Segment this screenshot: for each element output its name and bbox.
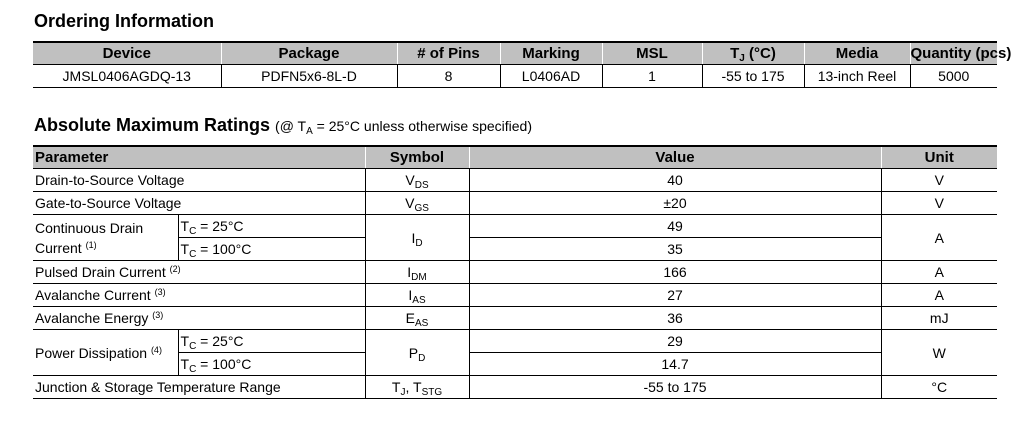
col-pins: # of Pins xyxy=(397,42,500,65)
cell-qty: 5000 xyxy=(910,65,997,88)
table-row xyxy=(33,169,997,192)
value-pd-100: 14.7 xyxy=(469,353,881,376)
value-eas: 36 xyxy=(469,307,881,330)
col-unit: Unit xyxy=(881,146,997,169)
table-row xyxy=(33,238,997,261)
table-row xyxy=(33,307,997,330)
param-eas: Avalanche Energy $^{(3)}$ xyxy=(33,307,365,330)
param-vds: Drain-to-Source Voltage xyxy=(33,169,365,192)
cond-id-25: $T_C = 25^\circ C$ xyxy=(178,215,365,238)
value-id-25: 49 xyxy=(469,215,881,238)
col-tj: $T_J$ (°C) xyxy=(702,42,804,65)
value-pd-25: 29 xyxy=(469,330,881,353)
col-device: Device xyxy=(33,42,221,65)
cell-tj: -55 to 175 xyxy=(702,65,804,88)
unit-idm: A xyxy=(881,261,997,284)
unit-tj: °C xyxy=(881,376,997,399)
value-tj: -55 to 175 xyxy=(469,376,881,399)
table-row xyxy=(33,376,997,399)
symbol-id: $I_D$ xyxy=(365,215,469,261)
col-msl: MSL xyxy=(602,42,702,65)
col-qty: Quantity (pcs) xyxy=(910,42,997,65)
col-symbol: Symbol xyxy=(365,146,469,169)
table-row xyxy=(33,215,997,238)
unit-pd: W xyxy=(881,330,997,376)
unit-vds: V xyxy=(881,169,997,192)
cell-package: PDFN5x6-8L-D xyxy=(221,65,397,88)
param-tj: Junction & Storage Temperature Range xyxy=(35,379,281,395)
param-pd: Power Dissipation $^{(4)}$ xyxy=(33,330,178,376)
col-value: Value xyxy=(469,146,881,169)
ratings-title-line xyxy=(34,115,532,136)
cell-marking: L0406AD xyxy=(500,65,602,88)
col-package: Package xyxy=(221,42,397,65)
unit-vgs: V xyxy=(881,192,997,215)
col-parameter: Parameter xyxy=(33,146,365,169)
ordering-table xyxy=(33,41,1012,88)
param-id: Continuous Drain Current $^{(1)}$ xyxy=(33,215,178,261)
ratings-note: (@ $T_A = 25^\circ C$ unless otherwise specified) xyxy=(275,118,532,137)
unit-ias: A xyxy=(881,284,997,307)
table-row xyxy=(33,192,997,215)
ratings-title: Absolute Maximum Ratings xyxy=(34,115,271,135)
unit-eas: mJ xyxy=(881,307,997,330)
table-row xyxy=(33,284,997,307)
table-row xyxy=(33,353,997,376)
value-vds: 40 xyxy=(469,169,881,192)
col-media: Media xyxy=(804,42,910,65)
symbol-pd: $P_D$ xyxy=(365,330,469,376)
col-marking: Marking xyxy=(500,42,602,65)
param-ias: Avalanche Current $^{(3)}$ xyxy=(33,284,365,307)
table-row xyxy=(33,65,997,88)
table-row xyxy=(33,330,997,353)
ratings-table xyxy=(33,145,997,399)
ratings-header-row xyxy=(33,146,997,169)
cell-device: JMSL0406AGDQ-13 xyxy=(62,68,191,84)
symbol-tj: $T_J$, $T_{STG}$ xyxy=(365,376,469,399)
symbol-idm: $I_{DM}$ xyxy=(365,261,469,284)
cond-pd-25: $T_C = 25^\circ C$ xyxy=(178,330,365,353)
value-vgs: ±20 xyxy=(469,192,881,215)
value-idm: 166 xyxy=(469,261,881,284)
symbol-ias: $I_{AS}$ xyxy=(365,284,469,307)
ordering-title: Ordering Information xyxy=(34,11,214,31)
symbol-vds: $V_{DS}$ xyxy=(365,169,469,192)
table-row xyxy=(33,261,997,284)
unit-id: A xyxy=(881,215,997,261)
cell-pins: 8 xyxy=(397,65,500,88)
symbol-vgs: $V_{GS}$ xyxy=(365,192,469,215)
param-vgs: Gate-to-Source Voltage xyxy=(33,192,365,215)
value-id-100: 35 xyxy=(469,238,881,261)
param-idm: Pulsed Drain Current $^{(2)}$ xyxy=(33,261,365,284)
cell-media: 13-inch Reel xyxy=(804,65,910,88)
value-ias: 27 xyxy=(469,284,881,307)
cond-pd-100: $T_C = 100^\circ C$ xyxy=(178,353,365,376)
cond-id-100: $T_C = 100^\circ C$ xyxy=(178,238,365,261)
symbol-eas: $E_{AS}$ xyxy=(365,307,469,330)
cell-msl: 1 xyxy=(602,65,702,88)
ordering-header-row xyxy=(33,42,997,65)
